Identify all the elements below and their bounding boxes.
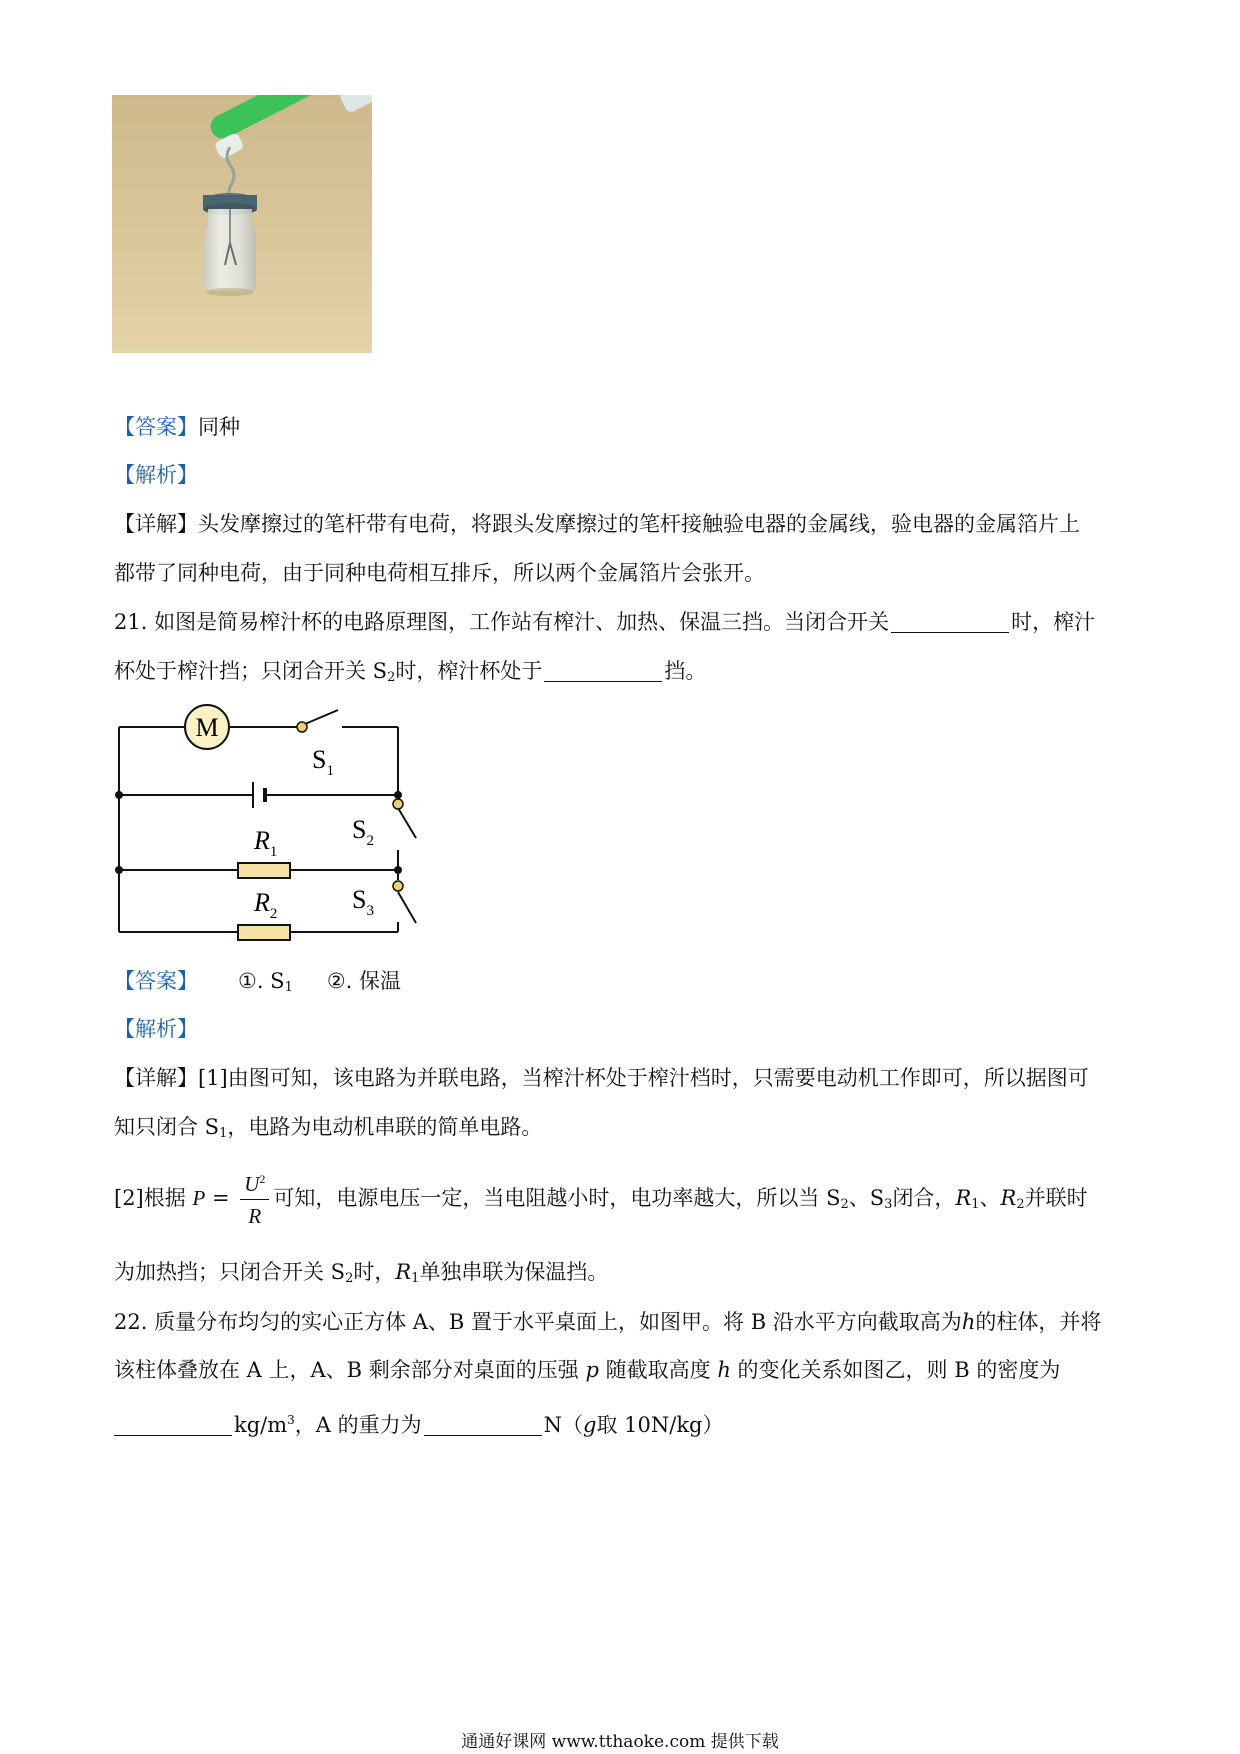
q21-question-line1 [114,607,1095,637]
label-s3: $S_3$ [352,885,374,919]
formula-r2: R [1000,1186,1017,1210]
q21-answer1-sub: 1 [284,980,293,995]
q22-text-c: 该柱体叠放在 A 上，A、B 剩余部分对桌面的压强 [114,1358,579,1382]
q21-sub: 2 [387,670,396,685]
formula-text-e: 并联时 [1024,1186,1088,1210]
analysis-tag: 【解析】 [114,1017,198,1041]
q20-answer-line [114,412,240,442]
formula-text-d: 、 [979,1186,1001,1210]
q22-text-h: 取 10N/kg） [596,1413,724,1437]
q21-text-c: 杯处于榨汁挡；只闭合开关 S [114,659,388,683]
answer-tag: 【答案】 [114,969,198,993]
q21-formula-line [114,1168,1088,1228]
q21-question-line2 [114,656,706,686]
q21-text-b: 时，榨汁 [1011,610,1096,634]
analysis-tag: 【解析】 [114,463,198,487]
q21-answer-line [114,966,401,996]
page-footer: 通通好课网 www.tthaoke.com 提供下载 [461,1732,779,1752]
q22-text-f: ，A 的重力为 [294,1413,422,1437]
label-r2: $R_2$ [254,888,278,922]
q21-detail-sub4: 2 [345,1271,354,1286]
q22-question-line3 [114,1410,723,1440]
q21-detail-r: R [395,1260,412,1284]
q22-text-d: 随截取高度 [605,1358,711,1382]
numerator-exponent: 2 [259,1172,266,1186]
formula-p: P [192,1186,206,1210]
q22-p: p [585,1358,599,1382]
q22-h2: h [717,1358,731,1382]
junction-dot [394,866,402,874]
junction-dot [394,791,402,799]
formula-text-a: 可知，电源电压一定，当电阻越小时，电功率越大，所以当 S [273,1186,841,1210]
formula-eq: = [211,1186,230,1210]
formula-r1-sub: 1 [971,1197,980,1212]
q21-detail-text2b: ，电路为电动机串联的简单电路。 [227,1115,543,1139]
switch-s3-contact [393,881,403,891]
q22-question-line1 [114,1307,1101,1337]
q21-detail-line1 [114,1063,1089,1093]
formula-r1: R [955,1186,972,1210]
q22-text-g: N（ [543,1413,584,1437]
power-fraction [240,1171,269,1228]
answer-blank-4[interactable] [424,1413,542,1436]
resistor-r1 [238,863,290,878]
q21-detail-text4c: 单独串联为保温挡。 [419,1260,609,1284]
q22-question-line2 [114,1355,1060,1385]
q21-detail-line4 [114,1257,608,1287]
q21-answer2: ②. 保温 [326,969,402,993]
junction-dot [115,791,123,799]
fraction-numerator: U [244,1172,260,1196]
q22-text-a: 22. 质量分布均匀的实心正方体 A、B 置于水平桌面上，如图甲。将 B 沿水平方向截取高为 [114,1310,962,1334]
q20-detail-text2: 都带了同种电荷，由于同种电荷相互排斥，所以两个金属箔片会张开。 [114,561,765,585]
q21-answer1: ①. S [238,969,285,993]
q22-h: h [961,1310,976,1334]
q22-unit: kg/m [234,1413,288,1437]
q20-detail-line1 [114,509,1080,539]
label-s2: $S_2$ [352,815,374,849]
q22-unit-sup: 3 [287,1413,295,1427]
q21-text-a: 21. 如图是简易榨汁杯的电路原理图，工作站有榨汁、加热、保温三挡。当闭合开关 [114,610,890,634]
q21-detail-line2 [114,1112,542,1142]
label-s1: $S_1$ [312,745,334,779]
q21-analysis-line [114,1014,198,1044]
formula-text-b: 、S [848,1186,885,1210]
q20-detail-line2 [114,558,765,588]
switch-s2-contact [393,799,403,809]
answer-blank-1[interactable] [891,610,1009,633]
q21-text-e: 挡。 [664,659,707,683]
switch-s1-contact [297,722,307,732]
resistor-r2 [238,925,290,940]
formula-sub-b: 3 [884,1197,893,1212]
q22-text-e: 的变化关系如图乙，则 B 的密度为 [737,1358,1061,1382]
q21-text-d: 时，榨汁杯处于 [395,659,543,683]
junction-dot [115,866,123,874]
formula-prefix: [2]根据 [114,1186,186,1210]
q22-g: g [583,1413,597,1437]
q21-detail-sub: 1 [219,1126,228,1141]
q21-detail-text4a: 为加热挡；只闭合开关 S [114,1260,346,1284]
fraction-denominator: R [248,1204,262,1228]
motor-label: M [195,713,219,742]
detail-tag: 【详解】 [114,512,198,536]
q20-detail-text1: 头发摩擦过的笔杆带有电荷，将跟头发摩擦过的笔杆接触验电器的金属线，验电器的金属箔片上 [198,512,1080,536]
q20-analysis-line [114,460,198,490]
answer-blank-2[interactable] [544,659,662,682]
formula-r2-sub: 2 [1016,1197,1025,1212]
label-r1: $R_1$ [254,826,278,860]
q21-detail-text4b: 时， [353,1260,396,1284]
formula-sub-a: 2 [840,1197,849,1212]
answer-blank-3[interactable] [114,1413,232,1436]
q20-answer: 同种 [198,415,240,439]
electroscope-photo [112,95,372,353]
answer-tag: 【答案】 [114,415,198,439]
q21-detail-r-sub: 1 [411,1271,420,1286]
q21-detail-text2a: 知只闭合 S [114,1115,220,1139]
formula-text-c: 闭合， [892,1186,956,1210]
circuit-diagram [112,700,432,950]
q22-text-b: 的柱体，并将 [975,1310,1102,1334]
q21-detail-text1: [1]由图可知，该电路为并联电路，当榨汁杯处于榨汁档时，只需要电动机工作即可，所以据图可 [198,1066,1089,1090]
detail-tag: 【详解】 [114,1066,198,1090]
